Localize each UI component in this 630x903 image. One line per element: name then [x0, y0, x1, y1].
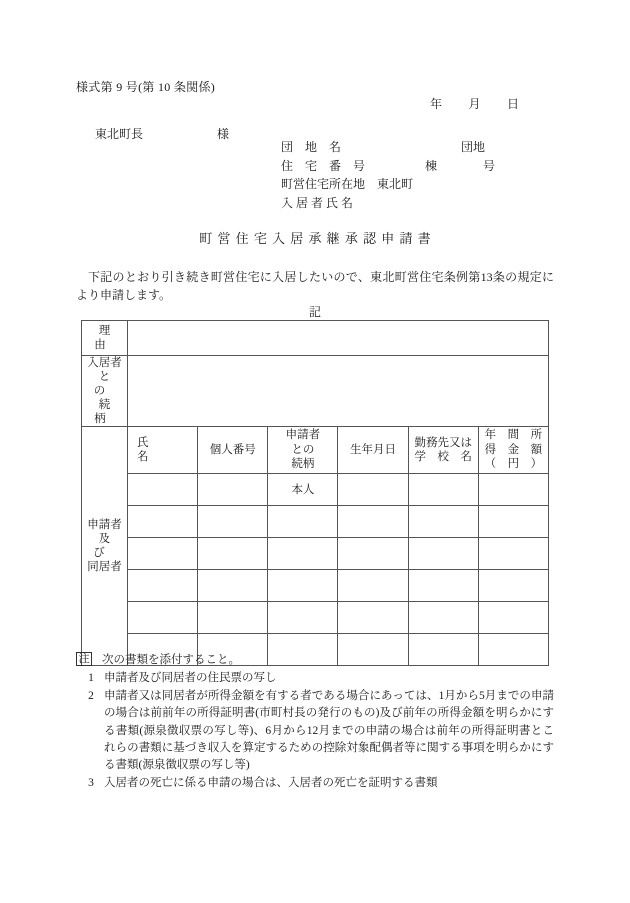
- field-resident-name-label: 入 居 者 氏 名: [281, 195, 354, 210]
- column-header-income-line3: （ 円 ）: [484, 458, 543, 471]
- column-header-name-text: 氏 名: [137, 437, 183, 463]
- field-housing-location: [281, 175, 495, 194]
- column-header-workplace-line1: 勤務先又は: [414, 436, 472, 449]
- note-text: 入居者の死亡に係る申請の場合は、入居者の死亡を証明する書類: [104, 777, 438, 790]
- cell-date-of-birth[interactable]: [338, 570, 408, 602]
- cell-date-of-birth[interactable]: [338, 602, 408, 634]
- column-header-relation-line2: との: [291, 443, 315, 456]
- note-item: [76, 670, 554, 687]
- cell-workplace[interactable]: [408, 506, 478, 538]
- table-row: [82, 570, 549, 602]
- cell-my-number[interactable]: [198, 506, 268, 538]
- cell-relation[interactable]: [268, 506, 338, 538]
- cell-income[interactable]: [478, 538, 548, 570]
- input-reason[interactable]: [128, 321, 549, 356]
- note-number: 1: [88, 671, 94, 684]
- column-header-relation-line1: 申請者: [285, 429, 321, 442]
- cell-relation[interactable]: [268, 602, 338, 634]
- note-marker: 注: [76, 652, 92, 666]
- label-relation-line2: と の: [93, 371, 142, 397]
- note-item: [76, 775, 554, 792]
- label-reason-text: 理 由: [94, 325, 140, 351]
- table-row: [82, 538, 549, 570]
- cell-workplace[interactable]: [408, 474, 478, 506]
- column-header-my-number: [198, 427, 268, 474]
- cell-workplace[interactable]: [408, 602, 478, 634]
- column-header-my-number-text: 個人番号: [209, 444, 256, 456]
- table-header-row: [82, 427, 549, 474]
- document-title: 町営住宅入居承継承認申請書: [199, 231, 436, 246]
- label-relation-line3: 続 柄: [94, 399, 140, 425]
- date-month-label: 月: [468, 97, 482, 111]
- label-relation-to-resident: [82, 356, 142, 427]
- table-row: [82, 474, 549, 506]
- field-housing-location-value: 東北町: [377, 177, 414, 191]
- field-house-number-building-unit: 棟: [425, 158, 438, 173]
- label-applicants-and-cohabitants: [82, 427, 144, 666]
- table-row-relation: [82, 356, 549, 427]
- cell-workplace[interactable]: [408, 538, 478, 570]
- addressee-name: 東北町長: [95, 127, 144, 141]
- cell-name[interactable]: [128, 570, 198, 602]
- field-house-number: [281, 157, 495, 176]
- table-row: [82, 506, 549, 538]
- cell-name[interactable]: [128, 602, 198, 634]
- cell-my-number[interactable]: [198, 474, 268, 506]
- notes-section: [76, 652, 554, 793]
- ki-mark: 記: [308, 305, 321, 319]
- date-year-label: 年: [430, 97, 443, 111]
- notes-heading: [76, 652, 554, 669]
- label-reason: [82, 321, 140, 356]
- cell-income[interactable]: [478, 474, 548, 506]
- column-header-income-line2: 得 金 額: [484, 443, 543, 456]
- cell-my-number[interactable]: [198, 538, 268, 570]
- table-row-reason: [82, 321, 549, 356]
- column-header-name: [128, 427, 198, 474]
- field-danchi-name: [281, 138, 495, 157]
- column-header-annual-income: [478, 427, 548, 474]
- label-applicants-line2: 及 び: [93, 533, 144, 559]
- cell-income[interactable]: [478, 602, 548, 634]
- cell-relation[interactable]: [268, 570, 338, 602]
- cell-income[interactable]: [478, 570, 548, 602]
- form-code: 様式第 9 号(第 10 条関係): [76, 80, 216, 94]
- column-header-date-of-birth-text: 生年月日: [350, 444, 397, 456]
- cell-workplace[interactable]: [408, 570, 478, 602]
- note-number: 3: [88, 777, 94, 790]
- label-relation-line1: 入居者: [87, 357, 122, 369]
- field-resident-name: [281, 194, 495, 213]
- field-danchi-name-unit: 団地: [461, 140, 486, 154]
- cell-my-number[interactable]: [198, 602, 268, 634]
- addressee-line: [95, 125, 229, 142]
- column-header-workplace-or-school: [408, 427, 478, 474]
- cell-date-of-birth[interactable]: [338, 506, 408, 538]
- application-table: [81, 320, 549, 666]
- intro-paragraph: 下記のとおり引き続き町営住宅に入居したいので、東北町営住宅条例第13条の規定により申請します。: [76, 270, 554, 302]
- cell-date-of-birth[interactable]: [338, 474, 408, 506]
- date-line: [430, 95, 520, 112]
- addressee-honorific: 様: [217, 127, 230, 141]
- input-relation-to-resident[interactable]: [128, 356, 549, 427]
- cell-name[interactable]: [128, 474, 198, 506]
- column-header-relation-to-applicant: [268, 427, 338, 474]
- applicant-info-block: [281, 138, 495, 212]
- cell-relation[interactable]: 本人: [268, 474, 338, 506]
- column-header-workplace-line2: 学 校 名: [414, 451, 472, 463]
- column-header-income-line1: 年 間 所: [484, 429, 543, 442]
- cell-relation[interactable]: [268, 538, 338, 570]
- cell-my-number[interactable]: [198, 570, 268, 602]
- field-housing-location-label: 町営住宅所在地: [281, 177, 366, 191]
- note-text: 申請者又は同居者が所得金額を有する者である場合にあっては、1月から5月までの申請の場合は前前年の所得証明書(市町村長の発行のもの)及び前年の所得金額を明らかにする書類(源泉徴収票の写し等)、6月から12月までの申請の場合は前年の所得証明書とこれらの書類に基づき収入を算定するための控除対象配偶者等に関する事項を明らかにする書類(源泉徴収票の写し等): [104, 689, 554, 772]
- field-danchi-name-label: 団 地 名: [281, 140, 342, 154]
- label-applicants-line3: 同居者: [87, 561, 122, 573]
- date-day-label: 日: [507, 97, 520, 111]
- field-house-number-label: 住 宅 番 号: [281, 158, 366, 173]
- field-house-number-unit: 号: [483, 158, 496, 173]
- note-text: 申請者及び同居者の住民票の写し: [104, 671, 277, 684]
- notes-heading-text: 次の書類を添付すること。: [102, 654, 240, 666]
- table-row: [82, 602, 549, 634]
- note-number: 2: [88, 689, 94, 702]
- cell-income[interactable]: [478, 506, 548, 538]
- column-header-date-of-birth: [338, 427, 408, 474]
- label-applicants-line1: 申請者: [87, 519, 122, 531]
- cell-date-of-birth[interactable]: [338, 538, 408, 570]
- column-header-relation-line3: 続柄: [291, 458, 315, 471]
- note-item: [76, 688, 554, 775]
